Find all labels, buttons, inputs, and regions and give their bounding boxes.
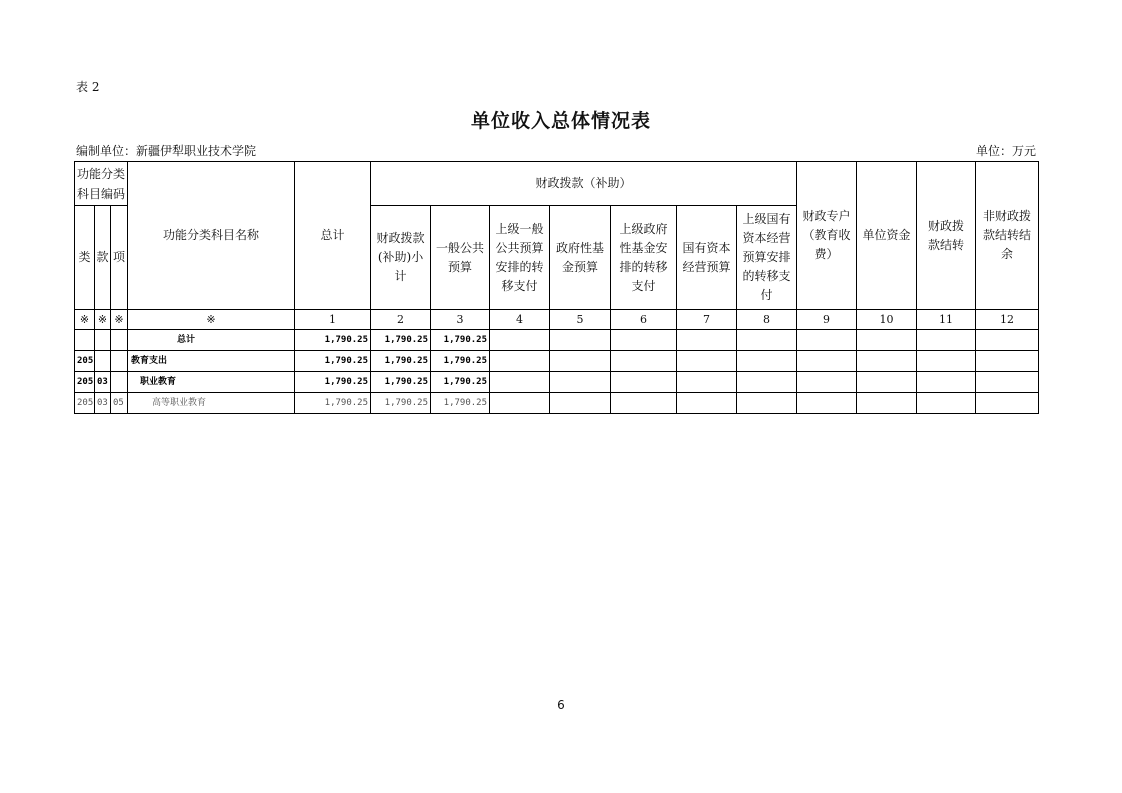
cell-lei xyxy=(75,330,95,351)
empty-cell xyxy=(611,372,677,393)
empty-cell xyxy=(737,351,797,372)
compiling-unit: 编制单位：新疆伊犁职业技术学院 xyxy=(76,144,257,158)
page-number: 6 xyxy=(557,698,565,712)
income-summary-table xyxy=(74,161,1039,414)
empty-cell xyxy=(976,372,1039,393)
cell-total: 1,790.25 xyxy=(295,393,371,414)
cell-total: 1,790.25 xyxy=(295,372,371,393)
cell-name: 职业教育 xyxy=(128,372,295,393)
index-cell: ※ xyxy=(128,310,295,330)
empty-cell xyxy=(611,351,677,372)
index-cell: 4 xyxy=(490,310,550,330)
empty-cell xyxy=(737,372,797,393)
cell-total: 1,790.25 xyxy=(295,330,371,351)
header-upper-general: 上级一般公共预算安排的转移支付 xyxy=(490,206,550,310)
empty-cell xyxy=(976,330,1039,351)
index-cell: 5 xyxy=(550,310,611,330)
cell-xiang xyxy=(111,330,128,351)
cell-xiang: 05 xyxy=(111,393,128,414)
cell-general: 1,790.25 xyxy=(431,372,490,393)
header-subject-name: 功能分类科目名称 xyxy=(128,162,295,310)
empty-cell xyxy=(677,372,737,393)
cell-subtotal: 1,790.25 xyxy=(371,372,431,393)
cell-name: 教育支出 xyxy=(128,351,295,372)
empty-cell xyxy=(677,351,737,372)
cell-name: 高等职业教育 xyxy=(128,393,295,414)
cell-kuan: 03 xyxy=(95,372,111,393)
empty-cell xyxy=(611,330,677,351)
index-cell: ※ xyxy=(95,310,111,330)
header-fiscal-subtotal: 财政拨款(补助)小计 xyxy=(371,206,431,310)
empty-cell xyxy=(611,393,677,414)
header-fiscal-carryover: 财政拨款结转 xyxy=(917,162,976,310)
empty-cell xyxy=(976,351,1039,372)
empty-cell xyxy=(677,393,737,414)
index-cell: 11 xyxy=(917,310,976,330)
empty-cell xyxy=(797,393,857,414)
empty-cell xyxy=(857,330,917,351)
cell-subtotal: 1,790.25 xyxy=(371,330,431,351)
header-unit-funds: 单位资金 xyxy=(857,162,917,310)
empty-cell xyxy=(550,393,611,414)
index-cell: 8 xyxy=(737,310,797,330)
table-number: 表 2 xyxy=(76,80,100,94)
index-cell: 6 xyxy=(611,310,677,330)
empty-cell xyxy=(917,330,976,351)
cell-general: 1,790.25 xyxy=(431,351,490,372)
header-gov-fund: 政府性基金预算 xyxy=(550,206,611,310)
empty-cell xyxy=(976,393,1039,414)
header-code-group: 功能分类科目编码 xyxy=(75,162,128,206)
empty-cell xyxy=(737,330,797,351)
empty-cell xyxy=(550,330,611,351)
empty-cell xyxy=(857,351,917,372)
header-upper-gov-fund: 上级政府性基金安排的转移支付 xyxy=(611,206,677,310)
header-upper-state-capital: 上级国有资本经营预算安排的转移支付 xyxy=(737,206,797,310)
table-row xyxy=(75,372,1039,393)
index-cell: ※ xyxy=(75,310,95,330)
empty-cell xyxy=(797,330,857,351)
currency-unit: 单位：万元 xyxy=(975,144,1036,158)
empty-cell xyxy=(550,372,611,393)
cell-name: 总计 xyxy=(128,330,295,351)
table-row xyxy=(75,351,1039,372)
cell-kuan xyxy=(95,330,111,351)
header-xiang: 项 xyxy=(111,206,128,310)
header-nonfiscal-carryover: 非财政拨款结转结余 xyxy=(976,162,1039,310)
header-lei: 类 xyxy=(75,206,95,310)
empty-cell xyxy=(917,351,976,372)
empty-cell xyxy=(857,372,917,393)
cell-general: 1,790.25 xyxy=(431,393,490,414)
index-cell: 3 xyxy=(431,310,490,330)
cell-kuan xyxy=(95,351,111,372)
cell-subtotal: 1,790.25 xyxy=(371,351,431,372)
cell-lei: 205 xyxy=(75,351,95,372)
header-fiscal-special: 财政专户（教育收费） xyxy=(797,162,857,310)
empty-cell xyxy=(797,351,857,372)
index-cell: 1 xyxy=(295,310,371,330)
header-state-capital: 国有资本经营预算 xyxy=(677,206,737,310)
header-general-budget: 一般公共预算 xyxy=(431,206,490,310)
empty-cell xyxy=(490,393,550,414)
index-cell: ※ xyxy=(111,310,128,330)
empty-cell xyxy=(677,330,737,351)
cell-subtotal: 1,790.25 xyxy=(371,393,431,414)
empty-cell xyxy=(797,372,857,393)
header-fiscal-group: 财政拨款（补助） xyxy=(371,162,797,206)
page-title: 单位收入总体情况表 xyxy=(470,110,651,132)
cell-kuan: 03 xyxy=(95,393,111,414)
empty-cell xyxy=(857,393,917,414)
cell-general: 1,790.25 xyxy=(431,330,490,351)
empty-cell xyxy=(550,351,611,372)
empty-cell xyxy=(490,330,550,351)
cell-xiang xyxy=(111,372,128,393)
cell-lei: 205 xyxy=(75,393,95,414)
empty-cell xyxy=(490,372,550,393)
empty-cell xyxy=(490,351,550,372)
empty-cell xyxy=(917,393,976,414)
header-total: 总计 xyxy=(295,162,371,310)
index-cell: 7 xyxy=(677,310,737,330)
index-cell: 2 xyxy=(371,310,431,330)
index-cell: 10 xyxy=(857,310,917,330)
table-row xyxy=(75,393,1039,414)
index-cell: 9 xyxy=(797,310,857,330)
index-cell: 12 xyxy=(976,310,1039,330)
cell-xiang xyxy=(111,351,128,372)
cell-total: 1,790.25 xyxy=(295,351,371,372)
empty-cell xyxy=(917,372,976,393)
table-row xyxy=(75,330,1039,351)
empty-cell xyxy=(737,393,797,414)
cell-lei: 205 xyxy=(75,372,95,393)
header-kuan: 款 xyxy=(95,206,111,310)
